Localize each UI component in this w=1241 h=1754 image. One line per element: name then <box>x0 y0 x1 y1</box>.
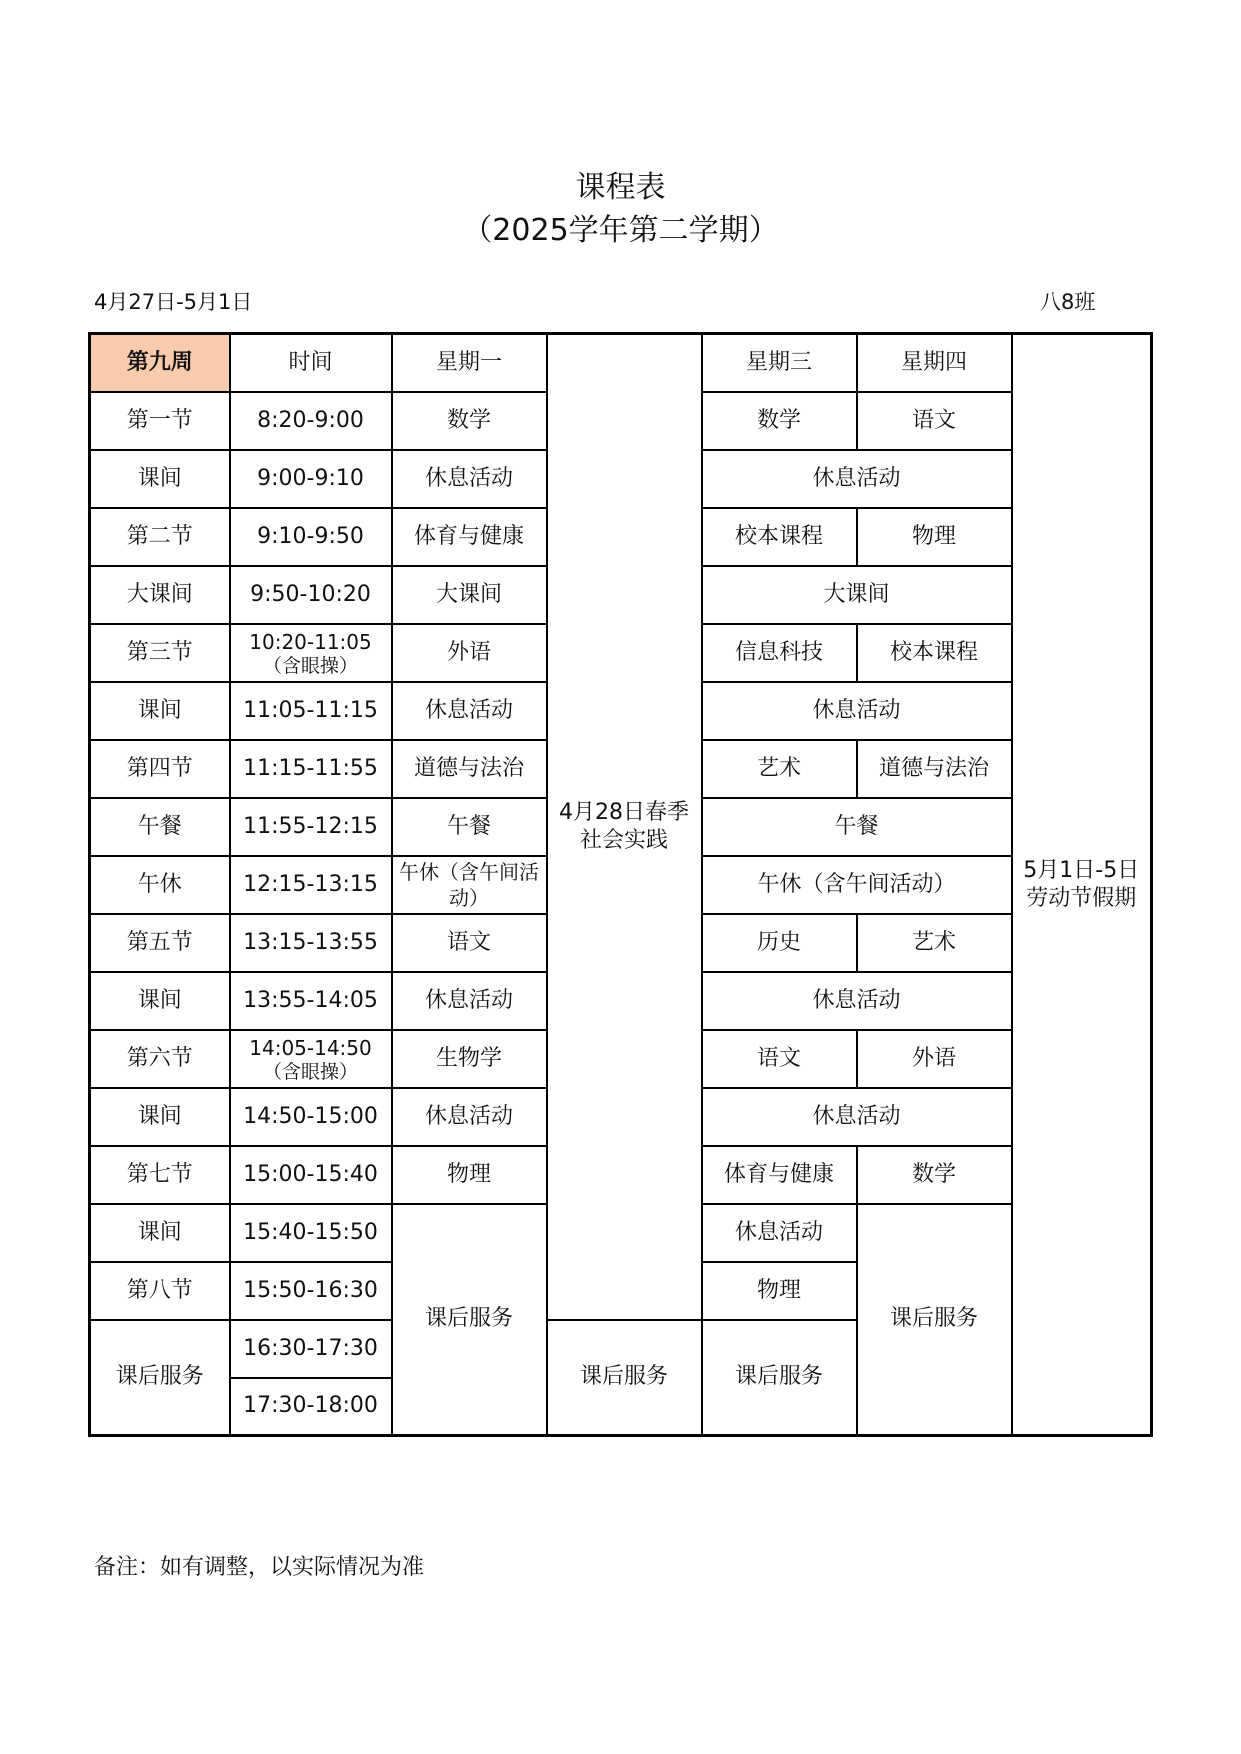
time-cell: 11:55-12:15 <box>230 798 392 856</box>
class-name: 八8班 <box>1040 290 1096 314</box>
monday-cell: 休息活动 <box>392 450 547 508</box>
time-cell: 17:30-18:00 <box>230 1378 392 1436</box>
period-label: 第八节 <box>90 1262 230 1320</box>
monday-cell: 大课间 <box>392 566 547 624</box>
time-cell: 15:50-16:30 <box>230 1262 392 1320</box>
thursday-cell: 语文 <box>857 392 1012 450</box>
time-text: 10:20-11:05 <box>249 629 372 654</box>
wed-thu-merged-cell: 休息活动 <box>702 972 1012 1030</box>
monday-header: 星期一 <box>392 334 547 392</box>
header-row <box>90 334 1152 392</box>
period-label: 午休 <box>90 856 230 914</box>
wednesday-header: 星期三 <box>702 334 857 392</box>
time-cell: 12:15-13:15 <box>230 856 392 914</box>
period-label: 第五节 <box>90 914 230 972</box>
tuesday-event-text: 4月28日春季社会实践 <box>559 799 689 853</box>
schedule-table <box>88 332 1153 1437</box>
time-note: （含眼操） <box>262 654 358 677</box>
page-title: 课程表 <box>575 170 666 205</box>
wed-thu-merged-cell: 午休（含午间活动） <box>702 856 1012 914</box>
thursday-cell: 物理 <box>857 508 1012 566</box>
time-cell: 13:15-13:55 <box>230 914 392 972</box>
time-text: 14:05-14:50 <box>249 1035 372 1060</box>
period-label: 第七节 <box>90 1146 230 1204</box>
time-cell: 11:05-11:15 <box>230 682 392 740</box>
time-cell: 13:55-14:05 <box>230 972 392 1030</box>
period-label: 午餐 <box>90 798 230 856</box>
thursday-cell: 艺术 <box>857 914 1012 972</box>
thursday-cell: 校本课程 <box>857 624 1012 682</box>
date-range: 4月27日-5月1日 <box>94 290 253 314</box>
time-header: 时间 <box>230 334 392 392</box>
tuesday-merged-cell <box>547 334 702 1320</box>
thursday-cell: 外语 <box>857 1030 1012 1088</box>
monday-cell: 道德与法治 <box>392 740 547 798</box>
time-cell: 9:50-10:20 <box>230 566 392 624</box>
period-label: 课后服务 <box>90 1320 230 1436</box>
thursday-cell: 道德与法治 <box>857 740 1012 798</box>
monday-cell: 午餐 <box>392 798 547 856</box>
period-label: 课间 <box>90 1088 230 1146</box>
time-note: （含眼操） <box>262 1060 358 1083</box>
wednesday-cell: 数学 <box>702 392 857 450</box>
thursday-cell: 数学 <box>857 1146 1012 1204</box>
period-label: 第二节 <box>90 508 230 566</box>
wednesday-cell: 信息科技 <box>702 624 857 682</box>
monday-cell: 数学 <box>392 392 547 450</box>
monday-cell: 语文 <box>392 914 547 972</box>
monday-cell: 生物学 <box>392 1030 547 1088</box>
time-cell: 9:10-9:50 <box>230 508 392 566</box>
monday-after-school-cell: 课后服务 <box>392 1204 547 1436</box>
friday-holiday-text: 5月1日-5日劳动节假期 <box>1023 857 1140 911</box>
wed-thu-merged-cell: 休息活动 <box>702 1088 1012 1146</box>
monday-cell: 外语 <box>392 624 547 682</box>
time-cell: 16:30-17:30 <box>230 1320 392 1378</box>
thursday-header: 星期四 <box>857 334 1012 392</box>
time-cell: 14:50-15:00 <box>230 1088 392 1146</box>
monday-cell: 休息活动 <box>392 682 547 740</box>
wed-thu-merged-cell: 大课间 <box>702 566 1012 624</box>
wednesday-cell: 艺术 <box>702 740 857 798</box>
wed-thu-merged-cell: 休息活动 <box>702 682 1012 740</box>
monday-cell: 物理 <box>392 1146 547 1204</box>
period-label: 第四节 <box>90 740 230 798</box>
period-label: 第一节 <box>90 392 230 450</box>
week-header: 第九周 <box>90 334 230 392</box>
wed-thu-merged-cell: 午餐 <box>702 798 1012 856</box>
wed-thu-merged-cell: 休息活动 <box>702 450 1012 508</box>
wednesday-cell: 物理 <box>702 1262 857 1320</box>
period-label: 课间 <box>90 682 230 740</box>
wednesday-cell: 休息活动 <box>702 1204 857 1262</box>
period-label: 大课间 <box>90 566 230 624</box>
wednesday-after-school-cell: 课后服务 <box>702 1320 857 1436</box>
thursday-after-school-cell: 课后服务 <box>857 1204 1012 1436</box>
period-label: 课间 <box>90 450 230 508</box>
wednesday-cell: 校本课程 <box>702 508 857 566</box>
period-label: 课间 <box>90 972 230 1030</box>
wednesday-cell: 语文 <box>702 1030 857 1088</box>
time-cell <box>230 624 392 682</box>
period-label: 课间 <box>90 1204 230 1262</box>
monday-cell: 体育与健康 <box>392 508 547 566</box>
tuesday-after-school-cell: 课后服务 <box>547 1320 702 1436</box>
period-label: 第三节 <box>90 624 230 682</box>
wednesday-cell: 历史 <box>702 914 857 972</box>
friday-merged-cell <box>1012 334 1152 1436</box>
time-cell: 15:00-15:40 <box>230 1146 392 1204</box>
time-cell: 9:00-9:10 <box>230 450 392 508</box>
time-cell <box>230 1030 392 1088</box>
monday-cell: 午休（含午间活动） <box>392 856 547 914</box>
time-cell: 8:20-9:00 <box>230 392 392 450</box>
time-cell: 15:40-15:50 <box>230 1204 392 1262</box>
period-label: 第六节 <box>90 1030 230 1088</box>
monday-cell: 休息活动 <box>392 1088 547 1146</box>
wednesday-cell: 体育与健康 <box>702 1146 857 1204</box>
page-subtitle: （2025学年第二学期） <box>462 213 779 248</box>
time-cell: 11:15-11:55 <box>230 740 392 798</box>
monday-cell: 休息活动 <box>392 972 547 1030</box>
footnote: 备注：如有调整，以实际情况为准 <box>94 1555 425 1580</box>
